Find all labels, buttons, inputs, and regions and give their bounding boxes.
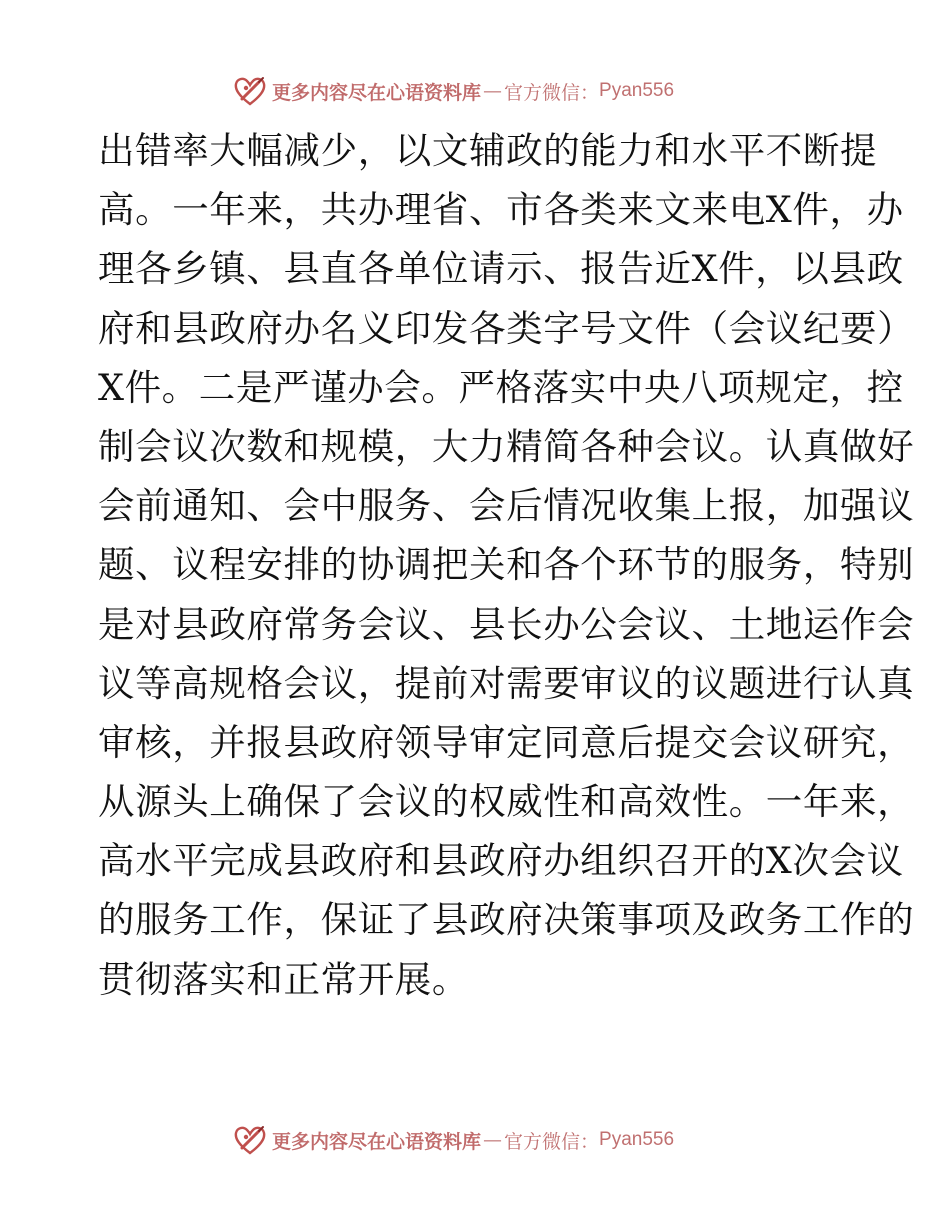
body-line: 府和县政府办名义印发各类字号文件（会议纪要）	[98, 306, 915, 350]
footer-wechat-label: 官方微信：	[504, 1130, 600, 1153]
body-line: 高水平完成县政府和县政府办组织召开的X次会议	[98, 839, 904, 883]
banner-title: 更多内容尽在心语资料库	[272, 81, 482, 104]
footer-wechat-id: Pyan556	[599, 1129, 675, 1150]
body-line: 审核，并报县政府领导审定同意后提交会议研究，	[98, 720, 915, 764]
body-line: 高。一年来，共办理省、市各类来文来电X件，办	[98, 188, 904, 232]
banner-dash: —	[483, 80, 503, 102]
body-line: 题、议程安排的协调把关和各个环节的服务，特别	[98, 543, 915, 587]
heart-pen-logo-icon	[232, 73, 268, 109]
footer-title: 更多内容尽在心语资料库	[272, 1130, 482, 1153]
body-line: 制会议次数和规模，大力精简各种会议。认真做好	[98, 424, 915, 468]
banner-wechat-id: Pyan556	[599, 80, 675, 101]
body-line: 从源头上确保了会议的权威性和高效性。一年来，	[98, 780, 915, 824]
body-line: 理各乡镇、县直各单位请示、报告近X件，以县政	[98, 247, 904, 291]
body-line: 是对县政府常务会议、县长办公会议、土地运作会	[98, 602, 915, 646]
document-body	[98, 121, 915, 1009]
body-line: 会前通知、会中服务、会后情况收集上报，加强议	[98, 484, 915, 528]
body-line: 议等高规格会议，提前对需要审议的议题进行认真	[98, 661, 915, 705]
body-line: 出错率大幅减少，以文辅政的能力和水平不断提	[98, 129, 878, 172]
banner-wechat-label: 官方微信：	[504, 81, 600, 104]
footer-dash: —	[483, 1129, 503, 1151]
body-line: X件。二是严谨办会。严格落实中央八项规定，控	[98, 365, 904, 409]
body-line: 的服务工作，保证了县政府决策事项及政务工作的	[98, 898, 915, 942]
header-banner	[232, 72, 732, 110]
body-line: 贯彻落实和正常开展。	[98, 957, 469, 1001]
heart-pen-logo-icon	[232, 1122, 268, 1158]
footer-banner	[232, 1121, 732, 1159]
